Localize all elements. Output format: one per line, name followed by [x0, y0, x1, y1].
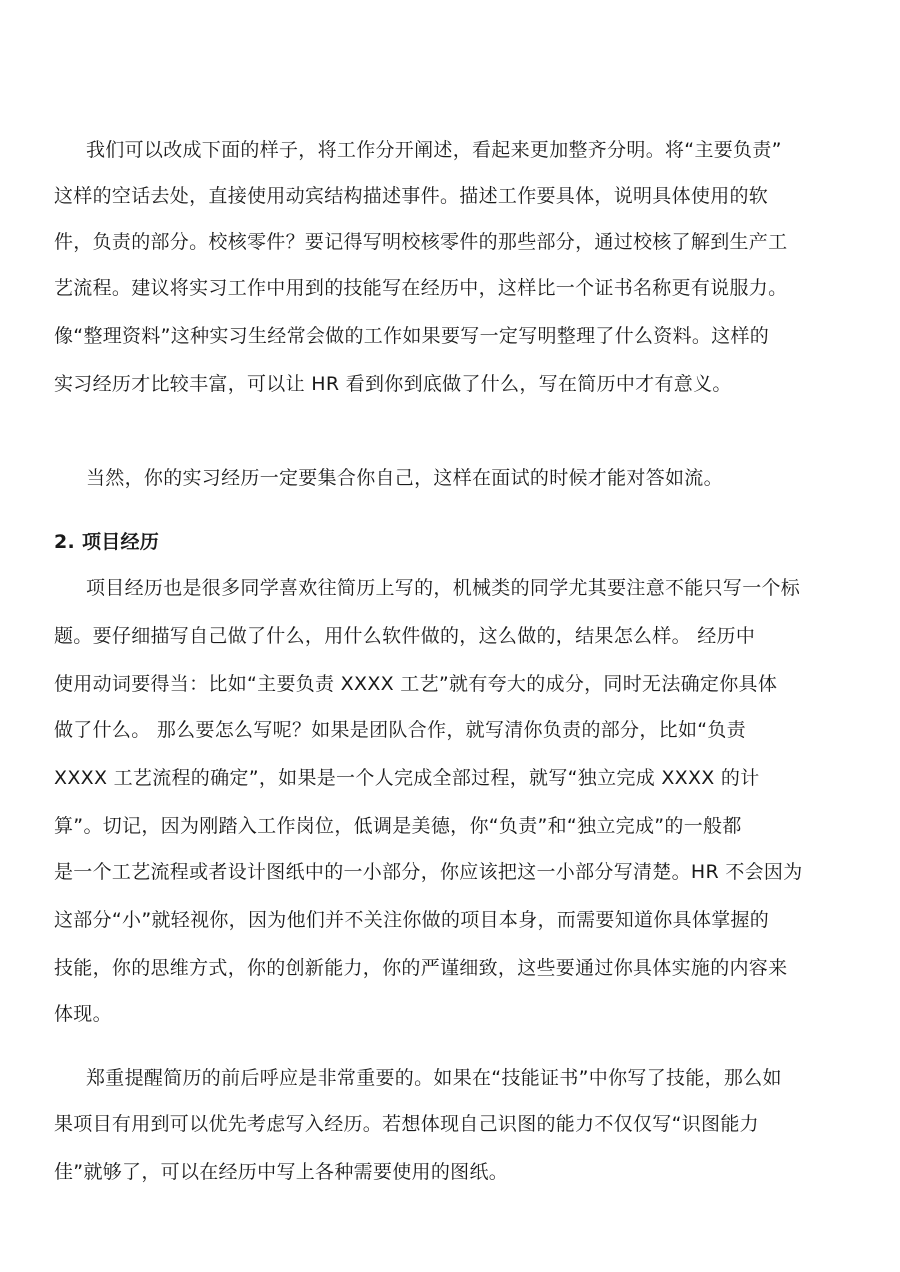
paragraph-3-line-7: 是一个工艺流程或者设计图纸中的一小部分，你应该把这一小部分写清楚。HR 不会因为: [54, 861, 803, 883]
paragraph-4-line-3: 佳”就够了，可以在经历中写上各种需要使用的图纸。: [54, 1161, 509, 1183]
paragraph-1-line-4: 艺流程。建议将实习工作中用到的技能写在经历中，这样比一个证书名称更有说服力。: [54, 277, 788, 299]
paragraph-3-line-10: 体现。: [54, 1003, 112, 1025]
paragraph-1-line-5: 像“整理资料”这种实习生经常会做的工作如果要写一定写明整理了什么资料。这样的: [54, 325, 770, 347]
paragraph-4-line-2: 果项目有用到可以优先考虑写入经历。若想体现自己识图的能力不仅仅写“识图能力: [54, 1113, 759, 1135]
paragraph-3-line-3: 使用动词要得当：比如“主要负责 XXXX 工艺”就有夸大的成分，同时无法确定你具体: [54, 673, 778, 695]
paragraph-1-line-1: 我们可以改成下面的样子，将工作分开阐述，看起来更加整齐分明。将“主要负责”: [86, 139, 782, 161]
paragraph-4-line-1: 郑重提醒简历的前后呼应是非常重要的。如果在“技能证书”中你写了技能，那么如: [86, 1067, 782, 1089]
paragraph-1-line-3: 件，负责的部分。校核零件？要记得写明校核零件的那些部分，通过校核了解到生产工: [54, 231, 788, 253]
paragraph-3-line-9: 技能，你的思维方式，你的创新能力，你的严谨细致，这些要通过你具体实施的内容来: [54, 957, 788, 979]
paragraph-3-line-6: 算”。切记，因为刚踏入工作岗位，低调是美德，你“负责”和“独立完成”的一般都: [54, 815, 742, 837]
section-heading: 2. 项目经历: [54, 531, 160, 553]
paragraph-3-line-4: 做了什么。 那么要怎么写呢？如果是团队合作，就写清你负责的部分，比如“负责: [54, 719, 746, 741]
paragraph-1-line-2: 这样的空话去处，直接使用动宾结构描述事件。描述工作要具体，说明具体使用的软: [54, 185, 769, 207]
paragraph-3-line-5: XXXX 工艺流程的确定”，如果是一个人完成全部过程，就写“独立完成 XXXX 的计: [54, 767, 760, 789]
paragraph-2-line-1: 当然，你的实习经历一定要集合你自己，这样在面试的时候才能对答如流。: [86, 467, 723, 489]
paragraph-1-line-6: 实习经历才比较丰富，可以让 HR 看到你到底做了什么，写在简历中才有意义。: [54, 373, 732, 395]
paragraph-3-line-2: 题。要仔细描写自己做了什么，用什么软件做的，这么做的，结果怎么样。 经历中: [54, 625, 756, 647]
paragraph-3-line-8: 这部分“小”就轻视你，因为他们并不关注你做的项目本身，而需要知道你具体掌握的: [54, 909, 770, 931]
paragraph-3-line-1: 项目经历也是很多同学喜欢往简历上写的，机械类的同学尤其要注意不能只写一个标: [86, 577, 801, 599]
